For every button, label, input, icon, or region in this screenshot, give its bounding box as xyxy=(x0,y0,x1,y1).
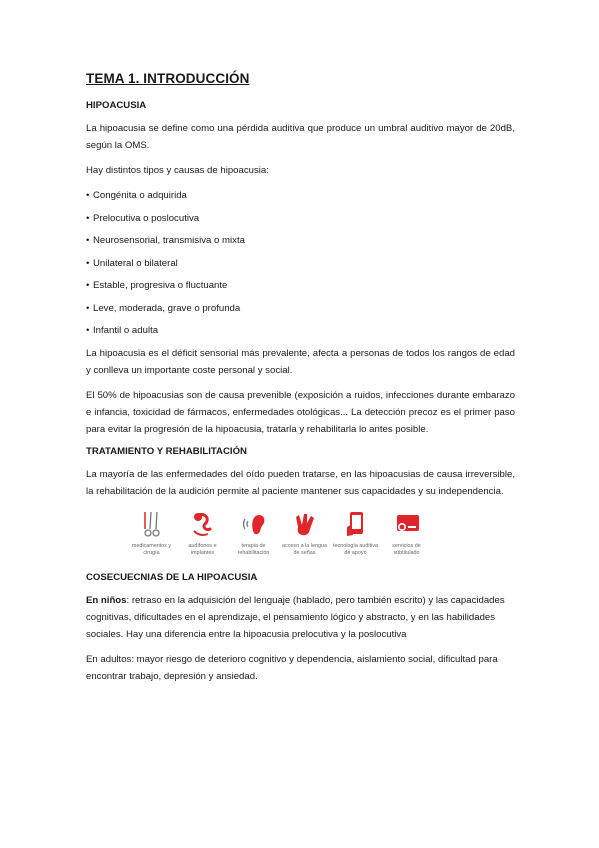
section-heading-hipoacusia: HIPOACUSIA xyxy=(86,100,147,111)
treatment-figure xyxy=(126,508,515,556)
adults-paragraph: En adultos: mayor riesgo de deterioro cognitivo y dependencia, aislamiento social, dificultad para encontrar trabajo, depresión y ansiedad. xyxy=(86,654,498,682)
bullet-icon: • xyxy=(86,325,90,336)
bullet-icon: • xyxy=(86,302,90,314)
bullet-icon: • xyxy=(86,190,90,201)
list-item: • Estable, progresiva o fluctuante xyxy=(86,277,515,294)
prevention-paragraph: El 50% de hipoacusias son de causa prevenible (exposición a ruidos, infecciones durante embarazo e infancia, toxicidad de fármacos, enfermedades otológicas... La detección precoz es el primer paso para evitar la progresión de la hipoacusia, tratarla y rehabilitarla lo antes posible. xyxy=(86,390,515,435)
children-text: : retraso en la adquisición del lenguaje (hablado, pero también escrito) y las capacidades cognitivas, dificultades en el aprendizaje, el pensamiento lógico y abstracto, y en las habilidades sociales. Hay una diferencia entre la hipoacusia prelocutiva y la poslocutiva xyxy=(86,595,505,640)
scissors-icon xyxy=(136,508,168,540)
treatment-label: acceso a la lengua de señas xyxy=(282,543,327,556)
list-item: • Infantil o adulta xyxy=(86,322,515,339)
ear-waves-icon xyxy=(238,508,270,540)
sign-hand-icon xyxy=(289,508,321,540)
treatment-label: tecnología auditiva de apoyo xyxy=(333,543,378,556)
treatment-label: audífonos e implantes xyxy=(188,543,217,556)
hearing-aid-icon xyxy=(187,508,219,540)
page-title: TEMA 1. INTRODUCCIÓN xyxy=(86,71,250,86)
types-intro: Hay distintos tipos y causas de hipoacusia: xyxy=(86,165,269,176)
list-item: • Congénita o adquirida xyxy=(86,187,515,204)
children-label: En niños xyxy=(86,595,127,606)
treatment-item xyxy=(330,508,381,556)
bullet-icon: • xyxy=(86,235,90,246)
video-subtitle-icon xyxy=(391,508,423,540)
treatment-item xyxy=(279,508,330,556)
treatment-label: terapia de rehabilitación xyxy=(237,543,270,556)
types-list xyxy=(86,187,515,339)
bullet-icon: • xyxy=(86,257,90,269)
treatment-item xyxy=(381,508,432,556)
list-item: • Neurosensorial, transmisiva o mixta xyxy=(86,232,515,249)
list-item: • Prelocutiva o poslocutiva xyxy=(86,210,515,227)
treatment-item xyxy=(228,508,279,556)
list-item: • Unilateral o bilateral xyxy=(86,255,515,272)
treatment-label: medicamentos y cirugía xyxy=(131,543,172,556)
treatment-item xyxy=(126,508,177,556)
list-item: • Leve, moderada, grave o profunda xyxy=(86,300,515,317)
prevalence-paragraph: La hipoacusia es el déficit sensorial más prevalente, afecta a personas de todos los rangos de edad y conlleva un importante coste personal y social. xyxy=(86,348,515,376)
definition-paragraph: La hipoacusia se define como una pérdida auditiva que produce un umbral auditivo mayor de 20dB, según la OMS. xyxy=(86,123,515,151)
treatment-paragraph: La mayoría de las enfermedades del oído pueden tratarse, en las hipoacusias de causa irreversible, la rehabilitación de la audición permite al paciente mantener sus capacidades y su independencia. xyxy=(86,469,515,497)
section-heading-consecuencias: COSECUECNIAS DE LA HIPOACUSIA xyxy=(86,572,258,583)
bullet-icon: • xyxy=(86,280,90,291)
children-paragraph xyxy=(86,592,515,643)
bullet-icon: • xyxy=(86,212,90,224)
phone-hand-icon xyxy=(340,508,372,540)
section-heading-tratamiento: TRATAMIENTO Y REHABILITACIÓN xyxy=(86,446,247,457)
treatment-label: servicios de subtitulado xyxy=(392,543,421,556)
treatment-item xyxy=(177,508,228,556)
